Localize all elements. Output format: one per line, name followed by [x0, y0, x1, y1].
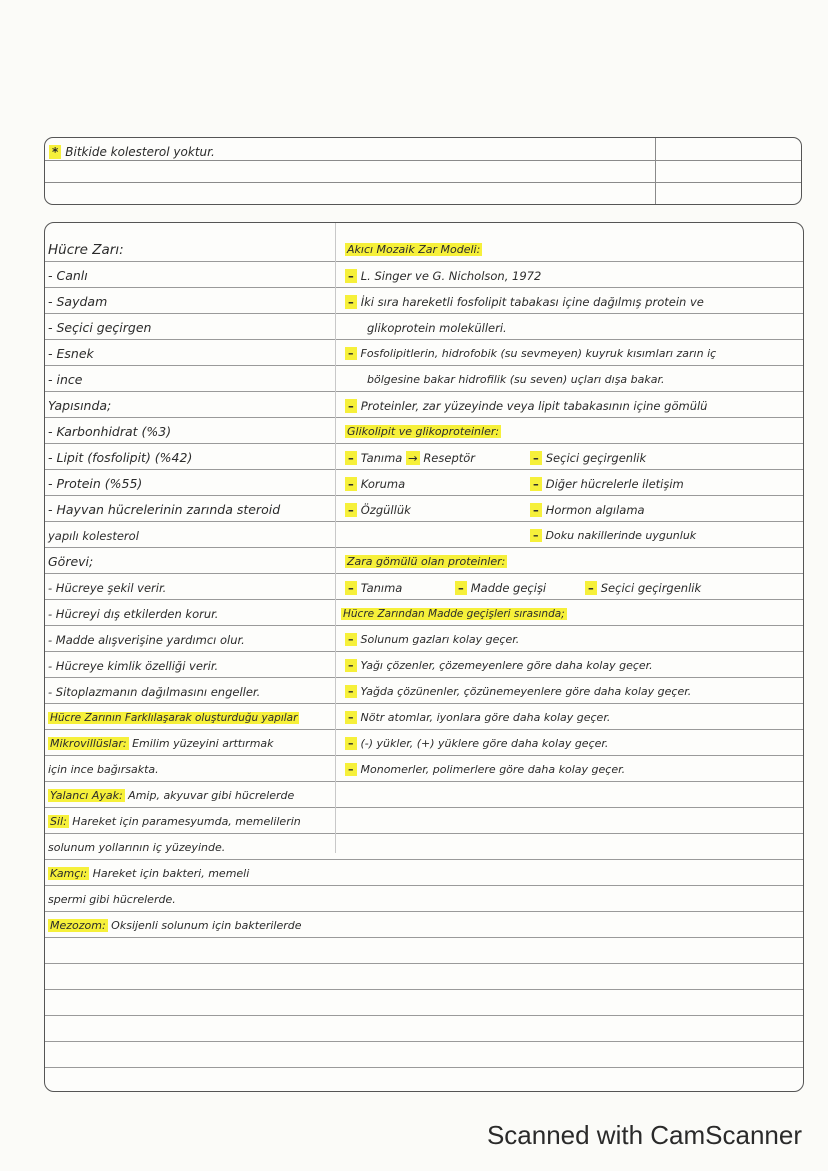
embedded-secici: – Seçici geçirgenlik [585, 579, 701, 597]
ruled-line [45, 651, 803, 652]
ruled-line [45, 911, 803, 912]
glyco-left-koruma: – Koruma [345, 475, 405, 493]
ruled-line [45, 261, 803, 262]
ruled-line [45, 937, 803, 938]
transfer-solunum: – Solunum gazları kolay geçer. [345, 631, 519, 649]
ruled-line [45, 443, 803, 444]
left-line-esnek: - Esnek [48, 346, 94, 361]
glyco-right-doku: – Doku nakillerinde uygunluk [530, 527, 696, 545]
right-item-glikoprotein: glikoprotein molekülleri. [367, 321, 507, 335]
right-item-fosfolipit: – Fosfolipitlerin, hidrofobik (su sevmeyen) kuyruk kısımları zarın iç [345, 345, 716, 363]
top-note-box [44, 137, 802, 205]
ruled-line [45, 1067, 803, 1068]
left-line-ince-bagirsak: için ince bağırsakta. [48, 763, 159, 776]
ruled-line [45, 781, 803, 782]
ruled-line [45, 495, 803, 496]
left-line-mikrovillus: Mikrovillüslar: Emilim yüzeyini arttırmak [50, 737, 274, 750]
glyco-right-hormon: – Hormon algılama [530, 501, 645, 519]
top-note [49, 145, 215, 159]
embedded-madde-gecisi: – Madde geçişi [455, 579, 546, 597]
glyco-right-iletisim: – Diğer hücrelerle iletişim [530, 475, 684, 493]
top-note-text: Bitkide kolesterol yoktur. [65, 145, 215, 159]
ruled-line [45, 391, 803, 392]
transfer-yagi-cozen: – Yağı çözenler, çözemeyenlere göre daha kolay geçer. [345, 657, 653, 675]
embedded-tanima: – Tanıma [345, 579, 402, 597]
left-line-spermi: spermi gibi hücrelerde. [48, 893, 176, 906]
left-line-yalanci-ayak: Yalancı Ayak: Amip, akyuvar gibi hücrelerde [50, 789, 295, 802]
left-heading-farklilasma: Hücre Zarının Farklılaşarak oluşturduğu yapılar [50, 712, 298, 724]
ruled-line [45, 573, 803, 574]
ruled-line [45, 287, 803, 288]
ruled-line [45, 469, 803, 470]
ruled-line [45, 547, 803, 548]
right-title-madde-gecisleri: Hücre Zarından Madde geçişleri sırasında; [343, 608, 565, 620]
ruled-line [45, 417, 803, 418]
left-line-saydam: - Saydam [48, 294, 108, 309]
main-notes-box [44, 222, 804, 1092]
transfer-notr-atomlar: – Nötr atomlar, iyonlara göre daha kolay geçer. [345, 709, 610, 727]
left-heading-hucre-zari: Hücre Zarı: [48, 242, 124, 258]
ruled-line [45, 885, 803, 886]
left-heading-gorevi: Görevi; [48, 554, 94, 569]
ruled-line [45, 807, 803, 808]
ruled-line [45, 989, 803, 990]
star-marker: * [49, 145, 61, 159]
left-line-sil: Sil: Hareket için paramesyumda, memelilerin [50, 815, 301, 828]
left-line-secici: - Seçici geçirgen [48, 320, 152, 335]
right-title-zara-gomulu: Zara gömülü olan proteinler: [347, 555, 506, 568]
left-line-ince: - ince [48, 372, 83, 387]
ruled-line [45, 729, 803, 730]
left-line-protein: - Protein (%55) [48, 476, 143, 491]
left-line-hayvan: - Hayvan hücrelerinin zarında steroid [48, 502, 281, 517]
ruled-line [45, 339, 803, 340]
ruled-line [45, 1015, 803, 1016]
ruled-line [45, 833, 803, 834]
left-line-korur: - Hücreyi dış etkilerden korur. [48, 607, 219, 621]
left-line-lipit: - Lipit (fosfolipit) (%42) [48, 450, 193, 465]
ruled-line [45, 703, 803, 704]
ruled-line [45, 521, 803, 522]
ruled-line [45, 1041, 803, 1042]
column-divider [335, 223, 336, 853]
left-line-solunum-yollari: solunum yollarının iç yüzeyinde. [48, 841, 226, 854]
glyco-left-tanima: – Tanıma → Reseptör [345, 449, 475, 467]
ruled-line [45, 599, 803, 600]
left-line-canli: - Canlı [48, 268, 88, 283]
ruled-line [45, 365, 803, 366]
left-line-madde: - Madde alışverişine yardımcı olur. [48, 633, 245, 647]
right-item-singer: – L. Singer ve G. Nicholson, 1972 [345, 267, 541, 285]
left-line-sitoplazma: - Sitoplazmanın dağılmasını engeller. [48, 685, 261, 699]
right-item-proteinler: – Proteinler, zar yüzeyinde veya lipit tabakasının içine gömülü [345, 397, 707, 415]
camscanner-watermark: Scanned with CamScanner [486, 1120, 802, 1150]
left-heading-yapisinda: Yapısında; [48, 398, 112, 413]
ruled-line [45, 963, 803, 964]
transfer-yukler: – (-) yükler, (+) yüklere göre daha kolay geçer. [345, 735, 608, 753]
left-line-kamci: Kamçı: Hareket için bakteri, memeli [50, 867, 250, 880]
right-item-iki-sira: – İki sıra hareketli fosfolipit tabakası içine dağılmış protein ve [345, 293, 704, 311]
transfer-monomerler: – Monomerler, polimerlere göre daha kolay geçer. [345, 761, 625, 779]
glyco-right-secici: – Seçici geçirgenlik [530, 449, 646, 467]
left-line-sekil: - Hücreye şekil verir. [48, 581, 167, 595]
left-line-mezozom: Mezozom: Oksijenli solunum için bakterilerde [50, 919, 302, 932]
ruled-line [45, 755, 803, 756]
glyco-left-ozgulluk: – Özgüllük [345, 501, 411, 519]
left-line-kimlik: - Hücreye kimlik özelliği verir. [48, 659, 219, 673]
ruled-line [45, 677, 803, 678]
left-line-kolesterol: yapılı kolesterol [48, 529, 139, 543]
faded-stamp [735, 92, 795, 112]
arrow-icon: → [408, 451, 418, 465]
transfer-yagda-cozunen: – Yağda çözünenler, çözünemeyenlere göre daha kolay geçer. [345, 683, 691, 701]
left-line-karbonhidrat: - Karbonhidrat (%3) [48, 424, 172, 439]
right-title-akici-mozaik: Akıcı Mozaik Zar Modeli: [347, 243, 481, 256]
right-item-hidrofilik: bölgesine bakar hidrofilik (su seven) uçları dışa bakar. [367, 373, 665, 386]
ruled-line [45, 313, 803, 314]
ruled-line [45, 859, 803, 860]
right-title-glikolipit: Glikolipit ve glikoproteinler: [347, 425, 500, 438]
ruled-line [45, 625, 803, 626]
